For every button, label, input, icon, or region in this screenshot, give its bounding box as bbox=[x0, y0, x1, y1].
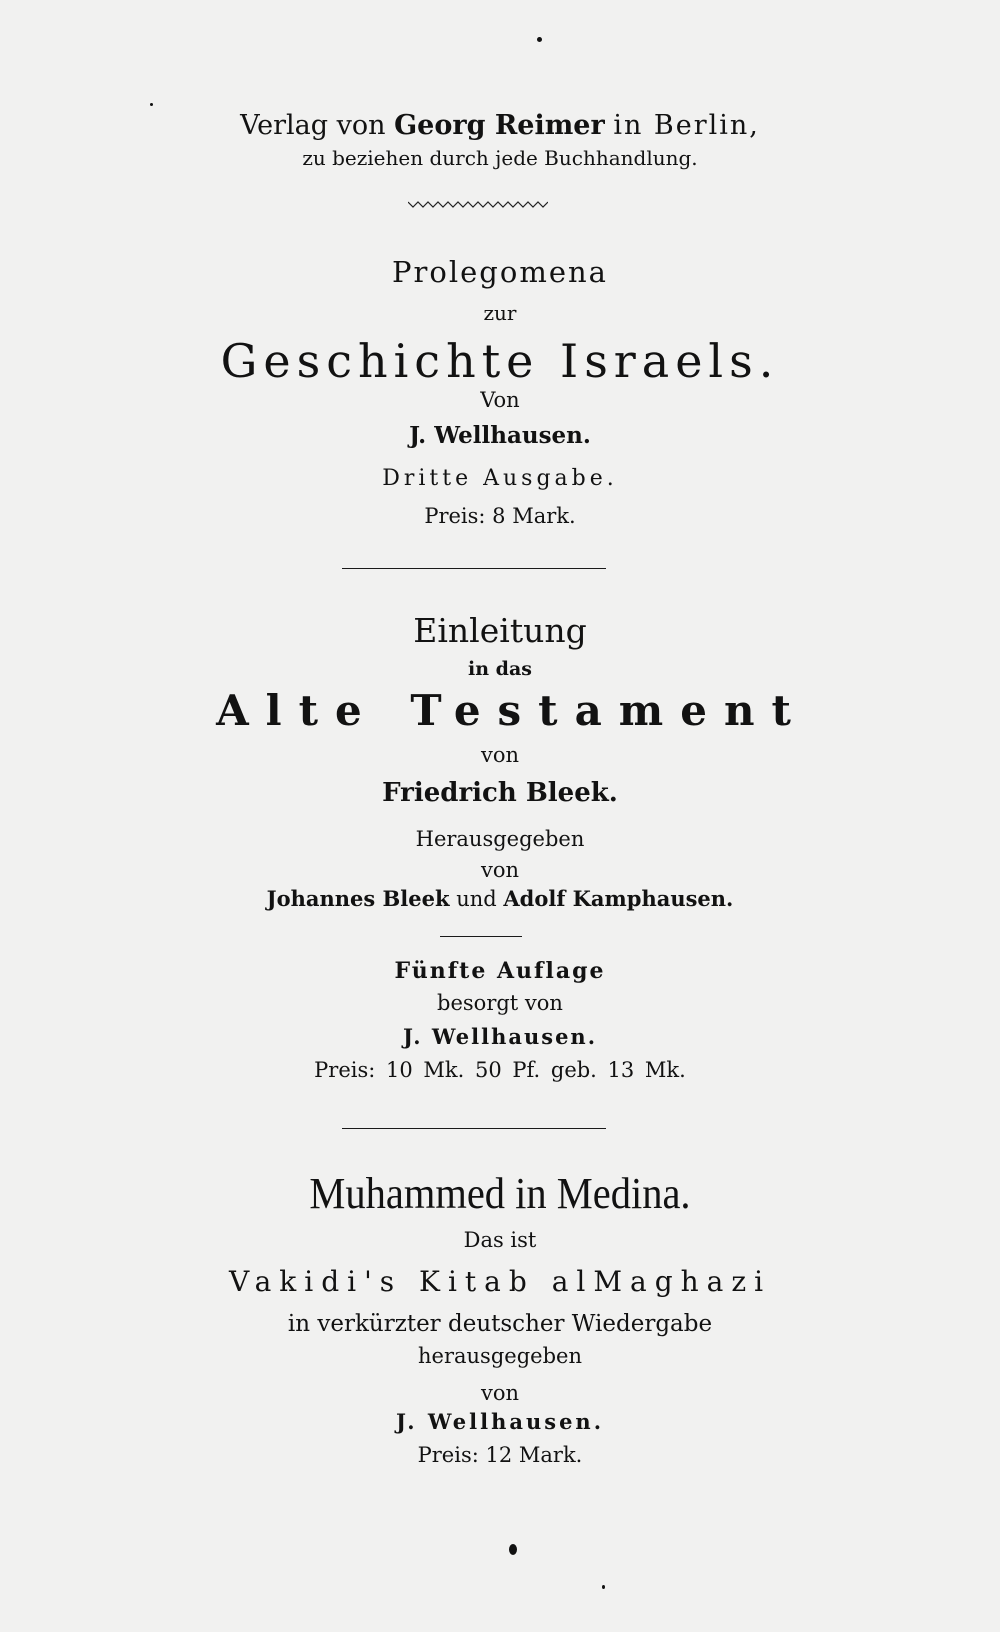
book3-title-main: Muhammed in Medina. bbox=[309, 1169, 691, 1218]
publisher-subline: zu beziehen durch jede Buchhandlung. bbox=[302, 146, 698, 170]
publisher-prefix: Verlag von bbox=[240, 110, 386, 141]
ink-speck bbox=[537, 37, 542, 42]
book3-price: Preis: 12 Mark. bbox=[417, 1443, 583, 1467]
book2-by: von bbox=[480, 743, 520, 767]
book2-title-mid: in das bbox=[468, 658, 532, 680]
book3-by: von bbox=[480, 1381, 520, 1405]
book2-editor-name2: Adolf Kamphausen. bbox=[503, 886, 734, 911]
book2-title-top: Einleitung bbox=[413, 611, 587, 650]
book3-edited: herausgegeben bbox=[418, 1344, 582, 1368]
book3-that-is: Das ist bbox=[463, 1228, 537, 1252]
zigzag-ornament bbox=[408, 200, 548, 210]
book1-edition: Dritte Ausgabe. bbox=[382, 466, 618, 491]
book1-title-top: Prolegomena bbox=[392, 255, 608, 289]
book2-author: Friedrich Bleek. bbox=[382, 778, 618, 808]
divider-rule bbox=[342, 568, 606, 569]
publisher-city: in Berlin, bbox=[613, 110, 760, 141]
book2-price: Preis: 10 Mk. 50 Pf. geb. 13 Mk. bbox=[314, 1058, 686, 1082]
ink-speck bbox=[150, 103, 153, 106]
book2-title-main: Alte Testament bbox=[216, 686, 808, 735]
divider-rule bbox=[342, 1128, 606, 1129]
publisher-name: Georg Reimer bbox=[394, 110, 605, 141]
book3-subtitle: Vakidi's Kitab alMaghazi bbox=[228, 1265, 772, 1298]
book1-title-main: Geschichte Israels. bbox=[220, 334, 780, 388]
ink-speck bbox=[509, 1544, 517, 1555]
book2-editor-and: und bbox=[456, 887, 497, 911]
book1-price: Preis: 8 Mark. bbox=[424, 504, 576, 528]
publisher-line bbox=[0, 112, 1000, 139]
book3-author: J. Wellhausen. bbox=[395, 1409, 605, 1434]
book1-author: J. Wellhausen. bbox=[409, 422, 591, 449]
book2-reviser: J. Wellhausen. bbox=[402, 1024, 598, 1049]
ink-speck bbox=[602, 1585, 605, 1589]
book2-editor-name1: Johannes Bleek bbox=[266, 886, 450, 911]
book2-edition: Fünfte Auflage bbox=[394, 958, 606, 984]
book1-title-mid: zur bbox=[483, 301, 517, 325]
book2-editor-by: von bbox=[480, 858, 520, 882]
book3-desc: in verkürzter deutscher Wiedergabe bbox=[287, 1311, 713, 1337]
book2-editors bbox=[0, 888, 1000, 910]
book2-editor-label: Herausgegeben bbox=[415, 827, 585, 851]
short-divider-rule bbox=[440, 936, 522, 937]
book1-by: Von bbox=[480, 388, 520, 412]
book2-revised-by: besorgt von bbox=[437, 991, 563, 1015]
